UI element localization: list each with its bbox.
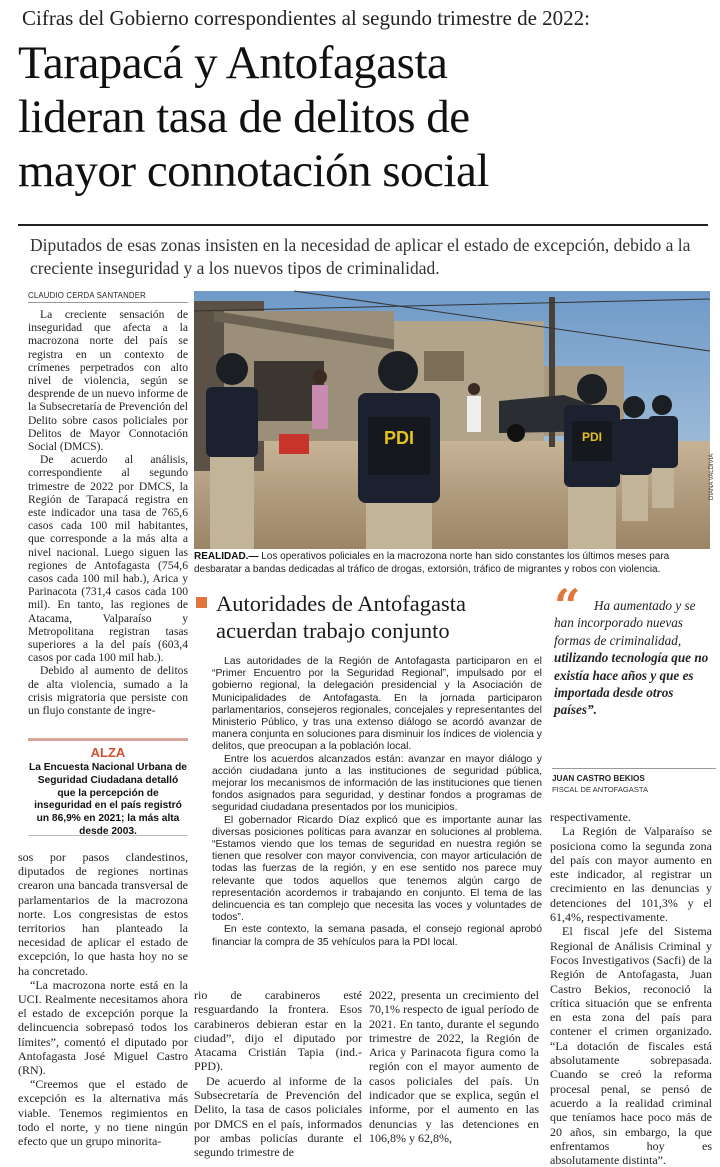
paragraph: De acuerdo al informe de la Subsecretaría de Prevención del Delito, la tasa de casos policiales por DMCS en el país, informados por ambas policías durante el segundo trimestre de <box>194 1073 362 1160</box>
paragraph: El fiscal jefe del Sistema Regional de Análisis Criminal y Focos Investigativos (Sacfi) de la Región de Antofagasta, Juan Castro Bekios, reconoció la crítica situación que se enfrenta en esta zona del país para contener el crimen organizado. “La dotación de fiscales está absolutamente sobrepasada. Cuando se creó la reforma procesal penal, se pensó de acuerdo a la realidad criminal que teníamos hace poco más de 20 años, sin embargo, la que enfrentamos hoy es absolutamente distinta”. <box>550 924 712 1167</box>
quote-text-bold: utilizando tecnología que no existía hace años y que es importada desde otros países”. <box>554 650 709 718</box>
vest-label-right: PDI <box>581 430 603 444</box>
quote-role: FISCAL DE ANTOFAGASTA <box>552 785 649 794</box>
paragraph: Las autoridades de la Región de Antofagasta participaron en el “Primer Encuentro por la Seguridad Regional”, impulsado por el gobierno regional, la delegación presidencial y la Asociación de Municipalidades de Antofagasta. En la jornada participaron parlamentarios, consejeros regionales, concejales y representantes del Ministerio Público, y tras una extenso diálogo se acordó avanzar de manera conjunta en soluciones para disminuir los índices de violencia y delitos, que preocupan a la población local. <box>212 656 542 753</box>
subhead: Diputados de esas zonas insisten en la necesidad de aplicar el estado de excepción, debido a la creciente inseguridad y a los nuevos tipos de criminalidad. <box>30 235 691 278</box>
quote-mark-icon: “ <box>554 579 581 633</box>
pull-quote <box>554 597 716 719</box>
headline-line-1: Tarapacá y Antofagasta <box>18 37 448 89</box>
paragraph: sos por pasos clandestinos, diputados de regiones nortinas crearon una bancada transversal de parlamentarios de la macrozona norte. Los congresistas de estos territorios han planteado la necesidad de aplicar el estado de excepción, lo que hasta hoy no se ha concretado. <box>18 850 188 978</box>
headline-line-3: mayor connotación social <box>18 145 489 197</box>
paragraph: La creciente sensación de inseguridad que afecta a la macrozona norte del país se registra en un contexto de crímenes perpetrados con alto nivel de violencia, según se desprende de un nuevo informe de la Subsecretaría de Prevención del Delito sobre casos policiales por Delitos de Mayor Connotación Social (DMCS). <box>28 308 189 454</box>
police-operation-illustration <box>194 291 710 549</box>
vest-label-center: PDI <box>383 428 415 448</box>
byline-rule <box>28 302 188 303</box>
sidebar-body <box>212 656 542 976</box>
quote-rule <box>552 768 716 769</box>
paragraph: “La macrozona norte está en la UCI. Realmente necesitamos ahora el estado de excepción porque la delincuencia sobrepasó todos los límites”, comentó el diputado por Antofagasta José Miguel Castro (RN). <box>18 977 188 1078</box>
alza-label: ALZA <box>90 745 126 760</box>
byline: CLAUDIO CERDA SANTANDER <box>28 291 146 300</box>
body-column-1-top <box>28 308 188 722</box>
sidebar-title-line-2: acuerdan trabajo conjunto <box>216 618 450 643</box>
headline-line-2: lideran tasa de delitos de <box>18 91 470 143</box>
news-photo <box>194 291 710 549</box>
paragraph: La Región de Valparaíso se posiciona como la segunda zona del país con mayor aumento en este indicador, al registrar un crecimiento en las denuncias y detenciones del 101,3% y el 61,4%, respectivamente. <box>550 824 712 925</box>
alza-callout <box>28 738 188 836</box>
paragraph: Entre los acuerdos alcanzados están: avanzar en mayor diálogo y acción ciudadana junto a las instituciones de seguridad pública, mejorar los mecanismos de información de las instituciones que tienen fondos asignados para seguridad, y destinar fondos a programas de seguridad ciudadana presentados por los municipios. <box>212 753 542 814</box>
caption-text: Los operativos policiales en la macrozona norte han sido constantes los últimos meses para desbaratar a bandas dedicadas al tráfico de drogas, extorsión, tráfico de migrantes y robos con violencia. <box>194 551 670 575</box>
paragraph: respectivamente. <box>550 810 631 824</box>
section-square-icon <box>196 597 207 608</box>
photo-credit: DIANA VALDIVIA <box>709 453 715 500</box>
paragraph: “Creemos que el estado de excepción es la alternativa más viable. Tenemos regimientos en todo el norte, y no tiene ningún efecto que un grupo minorita- <box>18 1077 188 1149</box>
paragraph: Debido al aumento de delitos de alta violencia, sumado a la crisis migratoria que persiste con un flujo constante de ingre- <box>28 664 188 718</box>
body-column-2 <box>194 988 362 1160</box>
headline-rule <box>18 224 708 226</box>
paragraph: En este contexto, la semana pasada, el consejo regional aprobó financiar la compra de 35 vehículos para la PDI local. <box>212 924 542 948</box>
headline <box>18 36 708 198</box>
paragraph: rio de carabineros esté resguardando la frontera. Esos carabineros debieran estar en la ciudad”, dijo el diputado por Atacama Cristián Tapia (ind.-PPD). <box>194 988 362 1074</box>
body-column-4 <box>550 810 712 1167</box>
alza-text: La Encuesta Nacional Urbana de Seguridad Ciudadana detalló que la percepción de inseguridad en el país registró un 86,9% en 2021; la más alta desde 2003. <box>29 762 187 837</box>
caption-label: REALIDAD.— <box>194 551 259 562</box>
quote-text: Ha aumentado y se han incorporado nuevas formas de criminalidad, <box>554 598 696 648</box>
body-column-3 <box>369 988 539 1145</box>
body-column-1-bottom <box>18 850 188 1149</box>
sidebar-title-line-1: Autoridades de Antofagasta <box>216 591 466 616</box>
paragraph: 2022, presenta un crecimiento del 70,1% respecto de igual período de 2021. En tanto, durante el segundo trimestre de 2022, la Región de Arica y Parinacota figura como la región con el mayor aumento de casos policiales del país. Un indicador que se explica, según el informe, por el aumento en las denuncias y las detenciones en 106,8% y 62,8%, <box>369 988 539 1145</box>
paragraph: De acuerdo al análisis, correspondiente al segundo trimestre de 2022 por DMCS, la Región de Tarapacá registra en este indicador una tasa de 765,6 casos cada 100 mil habitantes, que corresponde a la más alta a nivel nacional. Luego siguen las regiones de Antofagasta (754,6 casos cada 100 mil hab.), Arica y Parinacota (731,4 casos cada 100 mil). En tanto, las regiones de Atacama, Valparaíso y Metropolitana registran tasas superiores a la del país (603,4 casos por cada 100 mil hab.). <box>28 453 188 665</box>
kicker: Cifras del Gobierno correspondientes al segundo trimestre de 2022: <box>22 6 591 30</box>
photo-caption <box>194 551 712 576</box>
sidebar-title <box>216 590 556 644</box>
quote-author: JUAN CASTRO BEKIOS <box>552 774 645 783</box>
paragraph: El gobernador Ricardo Díaz explicó que es importante aunar las diversas posiciones políticas para avanzar en soluciones al problema. “Estamos viendo que los temas de seguridad en nuestra región se tienen que resolver con mayor convivencia, con mayor articulación de todas las fuerzas de la región, y en ese sentido nos parece muy relevante que todos aquellos que tenemos algún cargo de representación acordemos ir trabajando en conjunto. El tema de las delincuencia es tan complejo que necesita las voces y voluntades de todos”. <box>212 814 542 924</box>
